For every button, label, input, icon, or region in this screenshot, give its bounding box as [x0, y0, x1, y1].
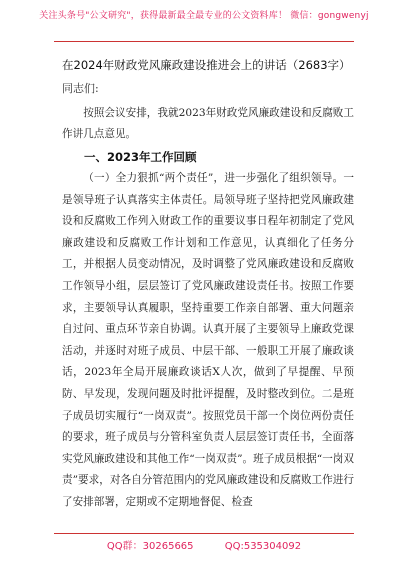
- section-heading: 一、2023年工作回顾: [84, 150, 197, 164]
- header-banner: 关注头条号"公文研究"，获得最新最全最专业的公文资料库！ 微信：gongwenyj: [39, 11, 369, 21]
- footer-qq-group: QQ群：30265665: [106, 541, 194, 552]
- salutation: 同志们:: [62, 82, 99, 95]
- body-paragraph: （一）全力狠抓“两个责任”，进一步强化了组织领导。一是领导班子认真落实主体责任。局领导班子坚持把党风廉政建设和反腐败工作列入财政工作的重要议事日程年初制定了党风廉政建设和反腐败工作计划和工作意见，认真细化了任务分工，并根据人员变动情况，及时调整了党风廉政建设和反腐败工作领导小组，层层签订了党风廉政建设责任书。按照工作要求，主要领导认真履职，坚持重要工作亲自部署、重大问题亲自过问、重点环节亲自协调。认真开展了主要领导上廉政党课活动，并逐时对班子成员、中层干部、一般职工开展了廉政谈话，2023年全局开展廉政谈话X人次，做到了早提醒、早预防、早发现，发现问题及时批评提醒，及时整改到位。二是班子成员切实履行“一岗双责”。按照党员干部一个岗位两份责任的要求，班子成员与分管科室负责人层层签订责任书，全面落实党风廉政建设和其他工作“一岗双责”。班子成员根据“一岗双责”要求，对各自分管范围内的党风廉政建设和反腐败工作进行了安排部署，定期或不定期地督促、检查: [62, 172, 354, 508]
- intro-paragraph: 按照会议安排，我就2023年财政党风廉政建设和反腐败工作讲几点意见。: [62, 107, 354, 140]
- header-divider: [54, 41, 354, 42]
- footer: [0, 537, 408, 552]
- footer-qq: QQ:535304092: [224, 541, 302, 552]
- document-title: 在2024年财政党风廉政建设推进会上的讲话（2683字）: [62, 58, 351, 72]
- footer-divider: [54, 533, 354, 534]
